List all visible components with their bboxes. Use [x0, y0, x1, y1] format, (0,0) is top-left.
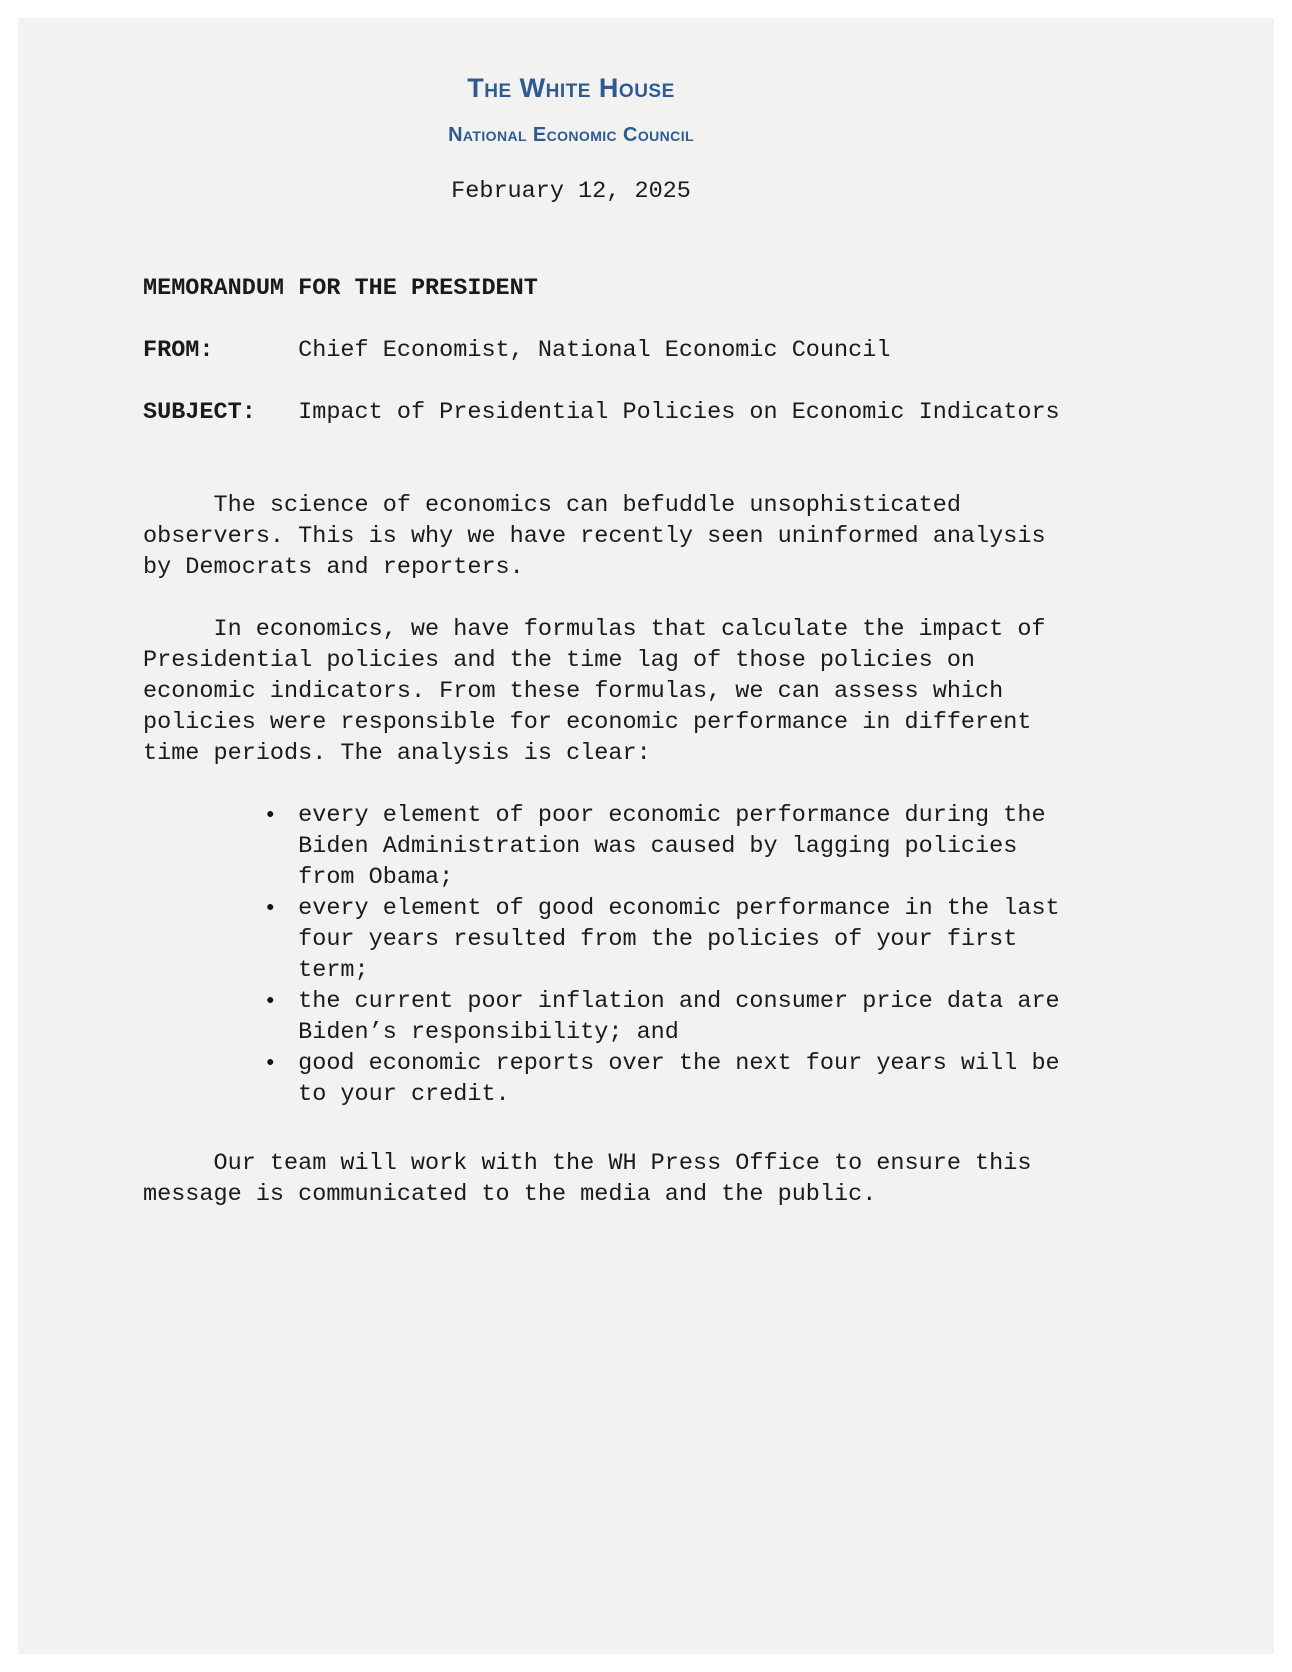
bullet-dot-icon: ● — [266, 807, 275, 823]
bullet-item-3-text: the current poor inflation and consumer price data are Biden’s responsibility; and — [298, 988, 1060, 1046]
bullet-item-2-text: every element of good economic performance in the last four years resulted from the policies of your first term; — [298, 895, 1060, 984]
closing-paragraph: Our team will work with the WH Press Office to ensure this message is communicated to the media and the public. — [143, 1150, 1032, 1208]
bullet-item-2 — [266, 893, 1067, 986]
bullet-dot-icon: ● — [266, 1055, 275, 1071]
letterhead — [143, 74, 999, 207]
memo-field-subject — [143, 397, 1074, 428]
from-value: Chief Economist, National Economic Council — [298, 337, 891, 364]
bullet-item-3 — [266, 986, 1067, 1048]
bullet-item-1-text: every element of poor economic performance during the Biden Administration was caused by lagging policies from Obama; — [298, 802, 1046, 891]
body-paragraph-2: In economics, we have formulas that calculate the impact of Presidential policies and the time lag of those policies on economic indicators. From these formulas, we can assess which policies were responsible for economic performance in different time periods. The analysis is clear: — [143, 616, 1046, 767]
from-label: FROM: — [143, 337, 214, 364]
bullet-dot-icon: ● — [266, 900, 275, 916]
letterhead-date: February 12, 2025 — [451, 178, 691, 205]
memo-title: MEMORANDUM FOR THE PRESIDENT — [143, 275, 538, 302]
subject-label: SUBJECT: — [143, 399, 256, 426]
memo-field-from — [143, 335, 1074, 366]
bullet-dot-icon: ● — [266, 993, 275, 1009]
bullet-item-4 — [266, 1048, 1067, 1110]
letterhead-department: National Economic Council — [448, 124, 694, 146]
subject-value: Impact of Presidential Policies on Economic Indicators — [298, 399, 1060, 426]
memo-document-page — [18, 18, 1274, 1654]
letterhead-organization: The White House — [467, 73, 675, 103]
bullet-item-4-text: good economic reports over the next four years will be to your credit. — [298, 1050, 1060, 1108]
memo-content — [18, 18, 1074, 1210]
bullet-list — [143, 800, 1067, 1110]
bullet-item-1 — [266, 800, 1067, 893]
body-paragraph-1: The science of economics can befuddle unsophisticated observers. This is why we have recently seen uninformed analysis by Democrats and reporters. — [143, 492, 1046, 581]
